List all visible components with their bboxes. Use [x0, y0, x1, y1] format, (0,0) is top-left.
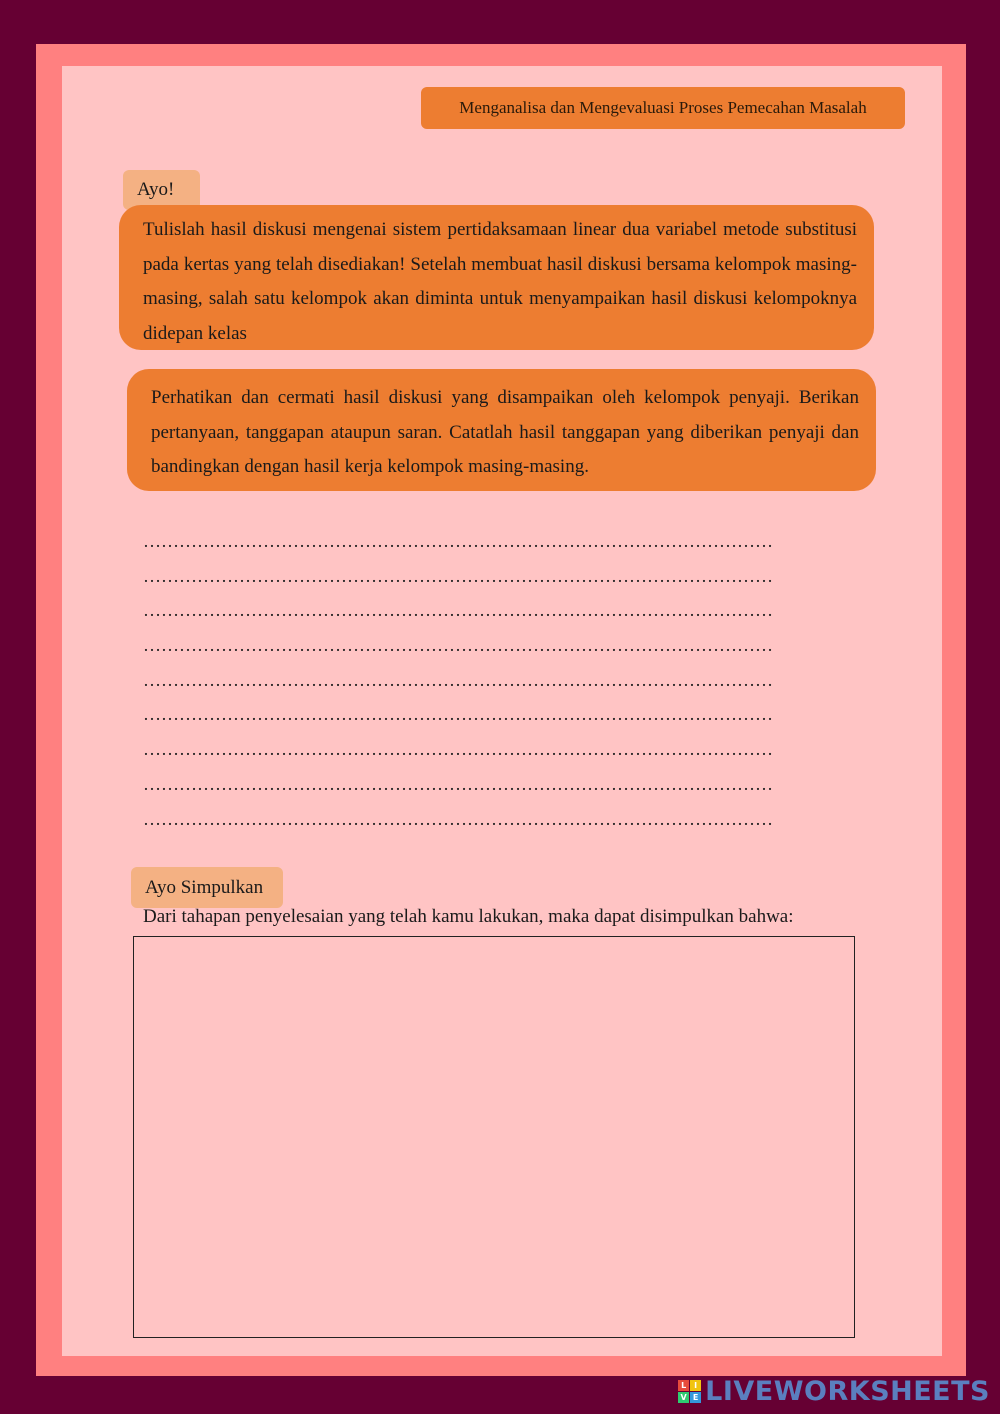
- instruction-discussion: Tulislah hasil diskusi mengenai sistem pertidaksamaan linear dua variabel metode substitusi pada kertas yang telah disediakan! Setelah membuat hasil diskusi bersama kelompok masing-masing, salah satu kelompok akan diminta untuk menyampaikan hasil diskusi kelompoknya didepan kelas: [119, 205, 874, 350]
- answer-line[interactable]: ……………………………………………………………………………………………: [143, 600, 773, 621]
- answer-line[interactable]: ……………………………………………………………………………………………: [143, 704, 773, 725]
- simpulkan-tab-label: Ayo Simpulkan: [131, 867, 283, 908]
- liveworksheets-wordmark: LIVEWORKSHEETS: [705, 1375, 990, 1407]
- liveworksheets-logo: [678, 1377, 990, 1405]
- page-title: Menganalisa dan Mengevaluasi Proses Pemecahan Masalah: [421, 87, 905, 129]
- conclusion-prompt: Dari tahapan penyelesaian yang telah kamu lakukan, maka dapat disimpulkan bahwa:: [143, 906, 794, 927]
- conclusion-answer-box[interactable]: [133, 936, 855, 1338]
- instruction-response: Perhatikan dan cermati hasil diskusi yang disampaikan oleh kelompok penyaji. Berikan pertanyaan, tanggapan ataupun saran. Catatlah hasil tanggapan yang diberikan penyaji dan bandingkan dengan hasil kerja kelompok masing-masing.: [127, 369, 876, 491]
- answer-line[interactable]: ……………………………………………………………………………………………: [143, 808, 773, 829]
- answer-line[interactable]: ……………………………………………………………………………………………: [143, 669, 773, 690]
- answer-lines[interactable]: [143, 524, 853, 836]
- answer-line[interactable]: ……………………………………………………………………………………………: [143, 635, 773, 656]
- ayo-tab-label: Ayo!: [123, 170, 200, 210]
- answer-line[interactable]: ……………………………………………………………………………………………: [143, 739, 773, 760]
- answer-line[interactable]: ……………………………………………………………………………………………: [143, 773, 773, 794]
- answer-line[interactable]: ……………………………………………………………………………………………: [143, 531, 773, 551]
- answer-line[interactable]: ……………………………………………………………………………………………: [143, 565, 773, 586]
- liveworksheets-mark-icon: L I V E: [678, 1380, 701, 1403]
